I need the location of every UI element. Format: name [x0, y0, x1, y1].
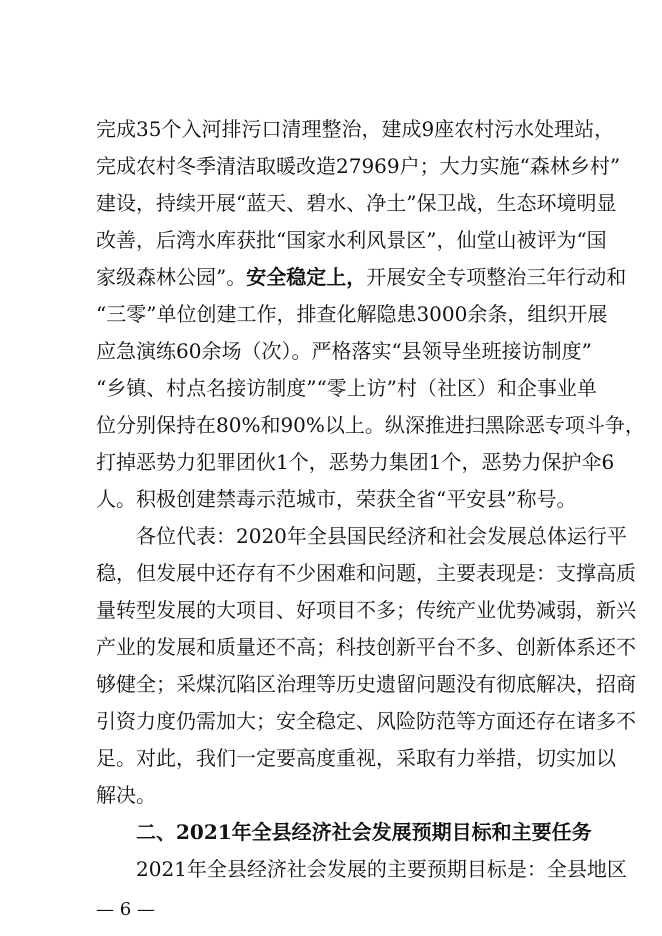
- body-text-line: 位分别保持在80%和90%以上。纵深推进扫黑除恶专项斗争，: [96, 413, 645, 437]
- body-text-line: 够健全；采煤沉陷区治理等历史遗留问题没有彻底解决，招商: [96, 672, 636, 696]
- page-number: — 6 —: [96, 899, 155, 920]
- body-text-segment: 开展安全专项整治三年行动和: [366, 265, 627, 289]
- body-text-line: 解决。: [96, 783, 156, 807]
- body-text-line: 完成35个入河排污口清理整治，建成9座农村污水处理站，: [96, 117, 615, 141]
- body-text-line: 引资力度仍需加大；安全稳定、风险防范等方面还存在诸多不: [96, 709, 636, 733]
- body-text-line: 完成农村冬季清洁取暖改造27969户；大力实施“森林乡村”: [96, 154, 621, 178]
- body-text-line: 2021年全县经济社会发展的主要预期目标是：全县地区: [136, 857, 627, 881]
- body-text-line: “乡镇、村点名接访制度”“零上访”村（社区）和企事业单: [96, 376, 597, 400]
- section-heading: 二、2021年全县经济社会发展预期目标和主要任务: [136, 820, 592, 844]
- body-text-line-mixed: [96, 263, 627, 291]
- body-text-line: 应急演练60余场（次）。严格落实“县领导坐班接访制度”: [96, 339, 592, 363]
- body-text-line: 打掉恶势力犯罪团伙1个，恶势力集团1个，恶势力保护伞6: [96, 450, 615, 474]
- bold-lead-text: 安全稳定上，: [246, 265, 367, 289]
- body-text-line: 量转型发展的大项目、好项目不多；传统产业优势减弱，新兴: [96, 598, 636, 622]
- body-text-segment: 家级森林公园”。: [96, 265, 247, 289]
- body-text-line: 产业的发展和质量还不高；科技创新平台不多、创新体系还不: [96, 635, 636, 659]
- body-text-line: 足。对此，我们一定要高度重视，采取有力举措，切实加以: [96, 746, 616, 770]
- body-text-line: 稳，但发展中还存有不少困难和问题，主要表现是：支撑高质: [96, 561, 636, 585]
- body-text-line: 各位代表：2020年全县国民经济和社会发展总体运行平: [136, 524, 627, 548]
- body-text-line: 建设，持续开展“蓝天、碧水、净土”保卫战，生态环境明显: [96, 191, 617, 215]
- body-text-line: “三零”单位创建工作，排查化解隐患3000余条，组织开展: [96, 302, 608, 326]
- body-text-line: 改善，后湾水库获批“国家水利风景区”，仙堂山被评为“国: [96, 228, 607, 252]
- body-text-line: 人。积极创建禁毒示范城市，荣获全省“平安县”称号。: [96, 487, 577, 511]
